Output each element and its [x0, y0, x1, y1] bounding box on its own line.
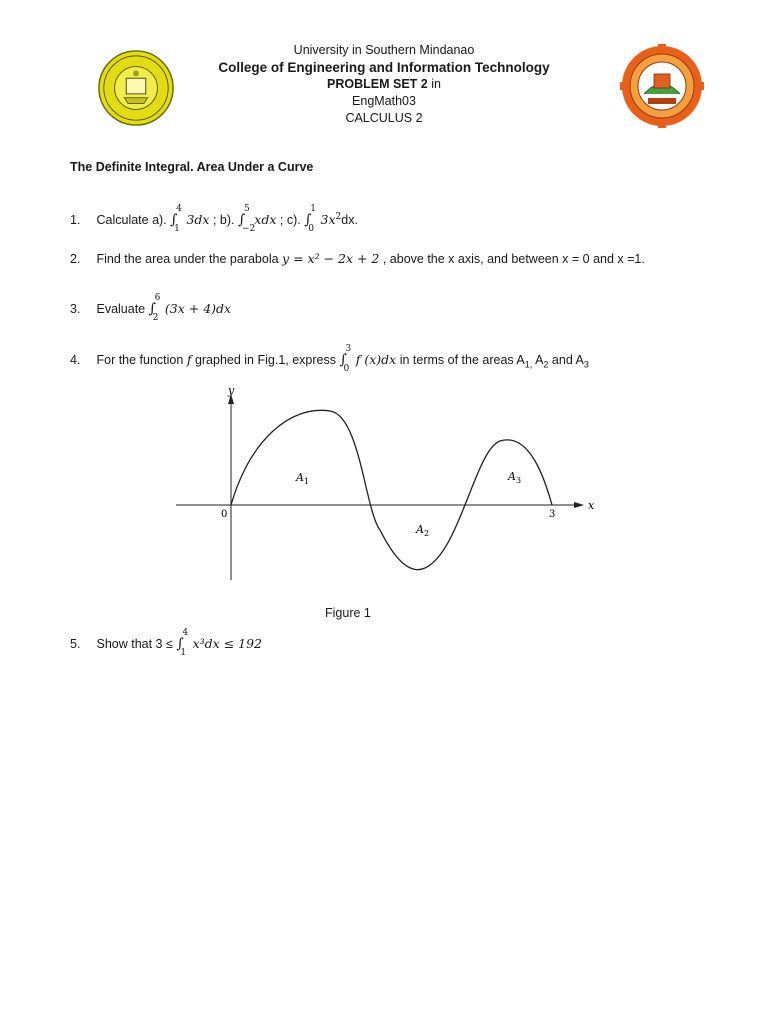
x-axis-label: x: [588, 499, 595, 512]
lower-limit: −2: [241, 224, 256, 235]
integral-sign: ∫ 4 1: [170, 204, 182, 235]
upper-limit: 3: [345, 344, 352, 354]
area-label-a2: $A_2$: [416, 523, 430, 538]
problem-2-text-a: Find the area under the parabola: [96, 252, 283, 266]
problem-number: 4.: [70, 353, 81, 367]
section-title: The Definite Integral. Area Under a Curve: [70, 160, 314, 174]
lower-limit: 0: [343, 364, 350, 374]
course-code: EngMath03: [352, 94, 416, 108]
upper-limit: 5: [243, 204, 250, 215]
problem-4-text-e: and A: [548, 353, 584, 367]
problem-4-text-b: graphed in Fig.1, express: [194, 353, 340, 367]
problem-4-text-a: For the function: [96, 353, 187, 367]
problem-number: 2.: [70, 252, 81, 266]
college-seal-logo: [620, 44, 704, 128]
problem-3: [70, 293, 232, 323]
integrand: x³dx ≤ 192: [192, 636, 263, 651]
integrand-a: 3dx: [186, 212, 210, 228]
part-c-label: ; c).: [279, 213, 301, 228]
problem-set-title: PROBLEM SET 2: [327, 77, 428, 91]
integral-sign: ∫ 5 −2: [237, 204, 256, 235]
area-label-a3: $A_3$: [508, 470, 522, 485]
integral-sign: ∫ 6 2: [148, 293, 161, 323]
integrand-c-tail: dx.: [341, 213, 358, 228]
integral-sign: ∫ 1 0: [304, 204, 316, 235]
problem-1: [70, 204, 358, 235]
problem-3-label: Evaluate: [96, 302, 149, 316]
figure-caption: Figure 1: [325, 606, 371, 620]
area-subscript-2: 2: [543, 359, 549, 370]
problem-number: 5.: [70, 637, 81, 651]
area-label-a1: $A_1$: [296, 471, 310, 486]
integrand: f (x)dx: [355, 352, 397, 367]
problem-5: [70, 628, 263, 658]
area-subscript-3: 3: [583, 359, 589, 370]
problem-set-suffix: in: [427, 77, 441, 91]
upper-limit: 6: [154, 293, 161, 303]
problem-2-text-b: , above the x axis, and between x = 0 and x =1.: [382, 252, 645, 266]
problem-number: 1.: [70, 213, 81, 228]
problem-1-label: Calculate a).: [96, 213, 167, 228]
integrand-c: 3x: [320, 212, 336, 228]
lower-limit: 1: [180, 648, 187, 658]
college-name: College of Engineering and Information Technology: [218, 60, 550, 75]
integrand: (3x + 4)dx: [164, 301, 232, 316]
upper-limit: 4: [176, 204, 182, 215]
area-subscript-1: 1,: [524, 359, 533, 370]
university-seal-logo: [97, 49, 175, 127]
function-symbol: f: [186, 352, 192, 367]
upper-limit: 4: [182, 628, 189, 638]
integral-sign: ∫ 3 0: [339, 344, 352, 374]
course-name: CALCULUS 2: [345, 111, 423, 125]
function-curve: [231, 410, 552, 569]
upper-limit: 1: [310, 204, 316, 215]
x-axis-arrow: [574, 502, 584, 508]
x-end-label: 3: [549, 509, 556, 520]
integral-sign: ∫ 4 1: [176, 628, 189, 658]
problem-5-label: Show that 3 ≤: [96, 637, 177, 651]
lower-limit: 2: [152, 313, 159, 323]
problem-4: [70, 344, 589, 374]
problem-4-text-d: A: [532, 353, 544, 367]
origin-label: 0: [221, 509, 228, 520]
parabola-equation: y = x² − 2x + 2: [282, 251, 380, 266]
lower-limit: 0: [308, 224, 314, 235]
part-b-label: ; b).: [212, 213, 235, 228]
exponent: 2: [335, 212, 342, 222]
lower-limit: 1: [174, 224, 180, 235]
problem-number: 3.: [70, 302, 81, 316]
integrand-b: xdx: [254, 212, 277, 228]
problem-2: [70, 251, 645, 266]
university-name: University in Southern Mindanao: [293, 43, 475, 57]
problem-4-text-c: in terms of the areas A: [396, 353, 525, 367]
figure-1-graph: [170, 380, 610, 585]
y-axis-label: y: [228, 384, 235, 397]
